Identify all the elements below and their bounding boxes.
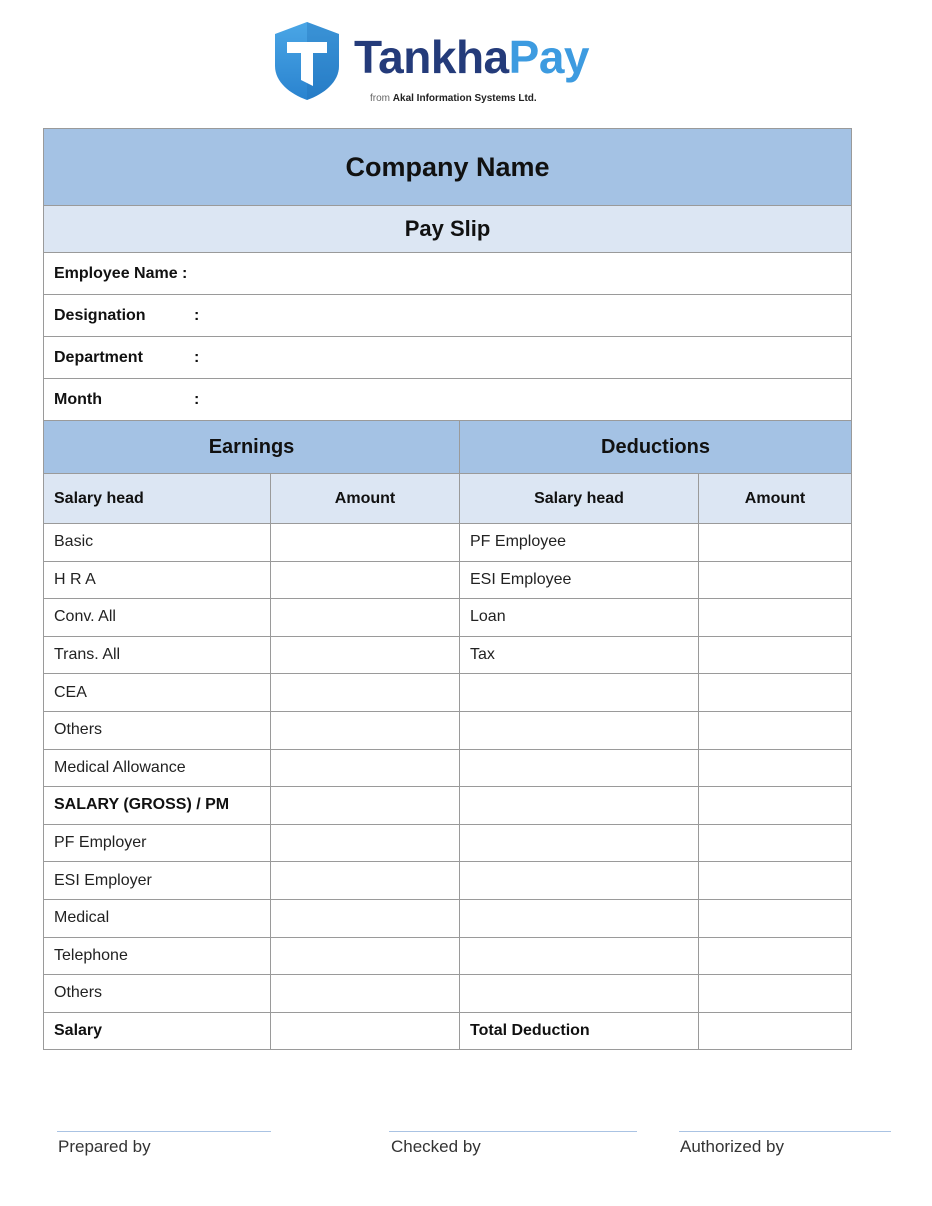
earning-salary-head: Medical Allowance bbox=[44, 749, 271, 787]
deduction-salary-head: Total Deduction bbox=[460, 1012, 699, 1050]
deduction-amount-cell[interactable] bbox=[699, 711, 852, 749]
department-separator: : bbox=[194, 348, 200, 366]
table-row bbox=[44, 599, 852, 637]
checked-by-label: Checked by bbox=[391, 1137, 481, 1156]
earning-salary-head: Basic bbox=[44, 524, 271, 562]
info-row-month bbox=[44, 379, 852, 421]
prepared-by-line bbox=[57, 1131, 271, 1132]
earnings-salary-head-header: Salary head bbox=[44, 474, 271, 524]
earning-salary-head: PF Employer bbox=[44, 824, 271, 862]
brand-tagline bbox=[370, 93, 537, 104]
designation-label: Designation bbox=[54, 306, 146, 324]
deduction-amount-cell[interactable] bbox=[699, 749, 852, 787]
deduction-salary-head bbox=[460, 749, 699, 787]
deduction-salary-head bbox=[460, 787, 699, 825]
table-row bbox=[44, 711, 852, 749]
checked-by-line bbox=[389, 1131, 637, 1132]
earning-amount-cell[interactable] bbox=[271, 862, 460, 900]
earning-amount-cell[interactable] bbox=[271, 787, 460, 825]
deduction-amount-cell[interactable] bbox=[699, 674, 852, 712]
earning-salary-head: Others bbox=[44, 711, 271, 749]
deduction-salary-head bbox=[460, 711, 699, 749]
deduction-salary-head bbox=[460, 899, 699, 937]
table-row bbox=[44, 524, 852, 562]
earning-amount-cell[interactable] bbox=[271, 899, 460, 937]
info-row-designation bbox=[44, 295, 852, 337]
prepared-by-block bbox=[57, 1131, 271, 1171]
table-row bbox=[44, 899, 852, 937]
deduction-salary-head bbox=[460, 862, 699, 900]
table-row bbox=[44, 787, 852, 825]
earning-amount-cell[interactable] bbox=[271, 674, 460, 712]
deduction-amount-cell[interactable] bbox=[699, 937, 852, 975]
checked-by-block bbox=[389, 1131, 637, 1171]
table-row bbox=[44, 674, 852, 712]
deduction-salary-head bbox=[460, 975, 699, 1013]
prepared-by-label: Prepared by bbox=[58, 1137, 151, 1156]
employee-name-label: Employee Name : bbox=[54, 264, 188, 282]
deduction-amount-cell[interactable] bbox=[699, 636, 852, 674]
earning-salary-head: Salary bbox=[44, 1012, 271, 1050]
brand-name bbox=[354, 31, 589, 83]
company-row bbox=[44, 129, 852, 206]
shield-logo-icon bbox=[272, 20, 342, 102]
deduction-salary-head bbox=[460, 824, 699, 862]
earning-salary-head: Telephone bbox=[44, 937, 271, 975]
table-row bbox=[44, 636, 852, 674]
table-row bbox=[44, 975, 852, 1013]
deduction-amount-cell[interactable] bbox=[699, 824, 852, 862]
info-row-employee-name bbox=[44, 253, 852, 295]
earning-amount-cell[interactable] bbox=[271, 824, 460, 862]
brand-name-part1: Tankha bbox=[354, 31, 509, 83]
deduction-amount-cell[interactable] bbox=[699, 524, 852, 562]
info-row-department bbox=[44, 337, 852, 379]
column-header-row bbox=[44, 474, 852, 524]
deduction-amount-cell[interactable] bbox=[699, 975, 852, 1013]
deduction-amount-cell[interactable] bbox=[699, 599, 852, 637]
company-name: Company Name bbox=[44, 129, 852, 206]
deductions-header: Deductions bbox=[460, 421, 852, 474]
table-row bbox=[44, 749, 852, 787]
earning-salary-head: Trans. All bbox=[44, 636, 271, 674]
earning-amount-cell[interactable] bbox=[271, 599, 460, 637]
earning-salary-head: CEA bbox=[44, 674, 271, 712]
deduction-salary-head: PF Employee bbox=[460, 524, 699, 562]
payslip-table bbox=[43, 128, 852, 1050]
earning-amount-cell[interactable] bbox=[271, 711, 460, 749]
earning-salary-head: Conv. All bbox=[44, 599, 271, 637]
brand-name-part2: Pay bbox=[508, 31, 589, 83]
deduction-salary-head: Tax bbox=[460, 636, 699, 674]
section-header-row bbox=[44, 421, 852, 474]
earning-salary-head: SALARY (GROSS) / PM bbox=[44, 787, 271, 825]
deduction-amount-cell[interactable] bbox=[699, 862, 852, 900]
deduction-salary-head bbox=[460, 674, 699, 712]
tagline-from: from bbox=[370, 93, 390, 104]
table-row bbox=[44, 824, 852, 862]
earning-salary-head: Others bbox=[44, 975, 271, 1013]
table-row bbox=[44, 1012, 852, 1050]
earnings-amount-header: Amount bbox=[271, 474, 460, 524]
payslip-title-row bbox=[44, 206, 852, 253]
payslip-title: Pay Slip bbox=[44, 206, 852, 253]
tagline-org: Akal Information Systems Ltd. bbox=[392, 93, 537, 104]
deduction-amount-cell[interactable] bbox=[699, 1012, 852, 1050]
designation-separator: : bbox=[194, 306, 200, 324]
tankhapay-logo bbox=[272, 20, 624, 108]
table-row bbox=[44, 937, 852, 975]
authorized-by-label: Authorized by bbox=[680, 1137, 784, 1156]
deduction-salary-head: Loan bbox=[460, 599, 699, 637]
earning-amount-cell[interactable] bbox=[271, 1012, 460, 1050]
deduction-amount-cell[interactable] bbox=[699, 561, 852, 599]
deductions-amount-header: Amount bbox=[699, 474, 852, 524]
earning-salary-head: Medical bbox=[44, 899, 271, 937]
earning-salary-head: H R A bbox=[44, 561, 271, 599]
authorized-by-block bbox=[679, 1131, 891, 1171]
deduction-salary-head: ESI Employee bbox=[460, 561, 699, 599]
month-label: Month bbox=[54, 390, 102, 408]
earning-amount-cell[interactable] bbox=[271, 749, 460, 787]
authorized-by-line bbox=[679, 1131, 891, 1132]
earning-amount-cell[interactable] bbox=[271, 975, 460, 1013]
month-separator: : bbox=[194, 390, 200, 408]
earning-amount-cell[interactable] bbox=[271, 524, 460, 562]
earning-amount-cell[interactable] bbox=[271, 561, 460, 599]
department-label: Department bbox=[54, 348, 143, 366]
earnings-header: Earnings bbox=[44, 421, 460, 474]
deductions-salary-head-header: Salary head bbox=[460, 474, 699, 524]
earning-salary-head: ESI Employer bbox=[44, 862, 271, 900]
deduction-amount-cell[interactable] bbox=[699, 899, 852, 937]
earning-amount-cell[interactable] bbox=[271, 937, 460, 975]
earning-amount-cell[interactable] bbox=[271, 636, 460, 674]
deduction-salary-head bbox=[460, 937, 699, 975]
table-row bbox=[44, 862, 852, 900]
table-row bbox=[44, 561, 852, 599]
deduction-amount-cell[interactable] bbox=[699, 787, 852, 825]
